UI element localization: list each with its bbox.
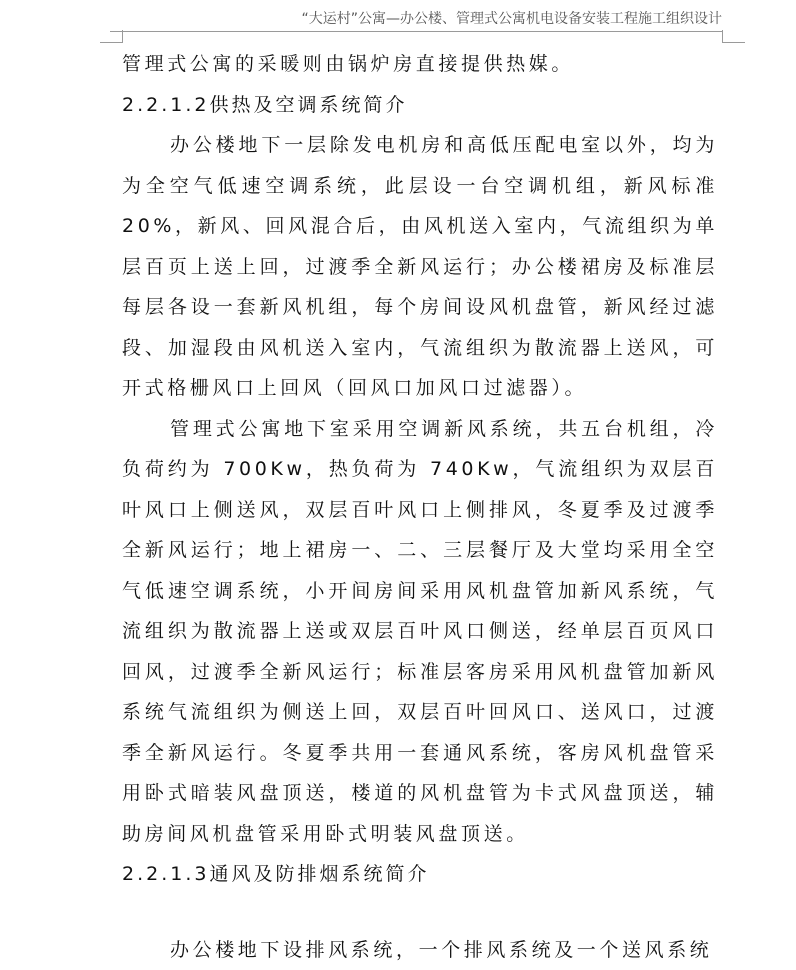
paragraph-apartment-hvac: 管理式公寓地下室采用空调新风系统，共五台机组，冷负荷约为 700Kw，热负荷为 740Kw，气流组织为双层百叶风口上侧送风，双层百叶风口上侧排风，冬夏季及过渡季全新风运行；地上裙房一、二、三层餐厅及大堂均采用全空气低速空调系统，小开间房间采用风机盘管加新风系统，气流组织为散流器上送或双层百叶风口侧送，经单层百页风口回风，过渡季全新风运行；标准层客房采用风机盘管加新风系统气流组织为侧送上回，双层百叶回风口、送风口，过渡季全新风运行。冬夏季共用一套通风系统，客房风机盘管采用卧式暗装风盘顶送，楼道的风机盘管为卡式风盘顶送，辅助房间风机盘管采用卧式明装风盘顶送。 <box>122 417 718 845</box>
crop-mark-top-right <box>722 30 745 43</box>
partial-next-line <box>122 930 718 961</box>
paragraph-office-hvac: 办公楼地下一层除发电机房和高低压配电室以外，均为为全空气低速空调系统，此层设一台空调机组，新风标准 20%，新风、回风混合后，由风机送入室内，气流组织为单层百页上送上回，过渡季全新风运行；办公楼裙房及标准层每层各设一套新风机组，每个房间设风机盘管，新风经过滤段、加湿段由风机送入室内，气流组织为散流器上送风，可开式格栅风口上回风（回风口加风口过滤器）。 <box>122 134 718 399</box>
page-header: “大运村”公寓—办公楼、管理式公寓机电设备安装工程施工组织设计 <box>110 8 722 32</box>
document-body <box>122 44 718 895</box>
paragraph-heating-supply: 管理式公寓的采暖则由锅炉房直接提供热媒。 <box>122 53 575 75</box>
section-heading-hvac: 2.2.1.2供热及空调系统简介 <box>122 93 408 116</box>
paragraph-ventilation: 办公楼地下设排风系统，一个排风系统及一个送风系统 <box>170 939 713 961</box>
section-heading-ventilation: 2.2.1.3通风及防排烟系统简介 <box>122 863 430 885</box>
